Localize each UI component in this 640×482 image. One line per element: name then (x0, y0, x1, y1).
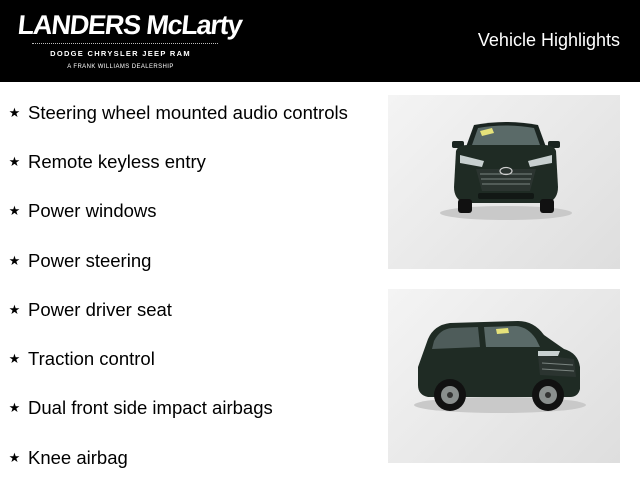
star-icon: ★ (8, 449, 21, 465)
feature-label: Steering wheel mounted audio controls (28, 101, 348, 123)
page-title: Vehicle Highlights (477, 30, 620, 50)
logo-dealer-tagline: A FRANK WILLIAMS DEALERSHIP (67, 64, 174, 70)
feature-item (8, 433, 378, 482)
feature-item (8, 236, 378, 285)
logo-divider (32, 43, 218, 44)
feature-label: Power steering (28, 249, 152, 271)
vehicle-photo-front[interactable] (388, 95, 620, 269)
feature-label: Traction control (28, 348, 155, 370)
star-icon: ★ (8, 203, 21, 219)
star-icon: ★ (8, 351, 21, 367)
suv-front-illustration (388, 95, 620, 269)
vehicle-photo-side[interactable] (388, 289, 620, 463)
feature-label: Power windows (28, 200, 157, 222)
logo-wordmark: LANDERS McLarty (16, 10, 244, 40)
feature-label: Dual front side impact airbags (28, 397, 273, 419)
feature-label: Knee airbag (28, 446, 128, 468)
feature-item (8, 187, 378, 236)
star-icon: ★ (8, 252, 21, 268)
feature-item (8, 88, 378, 137)
feature-item (8, 285, 378, 334)
star-icon: ★ (8, 153, 21, 169)
star-icon: ★ (8, 301, 21, 317)
star-icon: ★ (8, 400, 21, 416)
dealer-logo[interactable] (16, 9, 244, 75)
page-header (0, 0, 640, 82)
feature-label: Remote keyless entry (28, 150, 206, 172)
star-icon: ★ (8, 104, 21, 120)
logo-brands: DODGE CHRYSLER JEEP RAM (50, 49, 191, 58)
feature-item (8, 384, 378, 433)
feature-item (8, 137, 378, 186)
suv-side-illustration (388, 289, 620, 463)
feature-list (8, 88, 378, 482)
feature-label: Power driver seat (28, 298, 172, 320)
feature-item (8, 334, 378, 383)
